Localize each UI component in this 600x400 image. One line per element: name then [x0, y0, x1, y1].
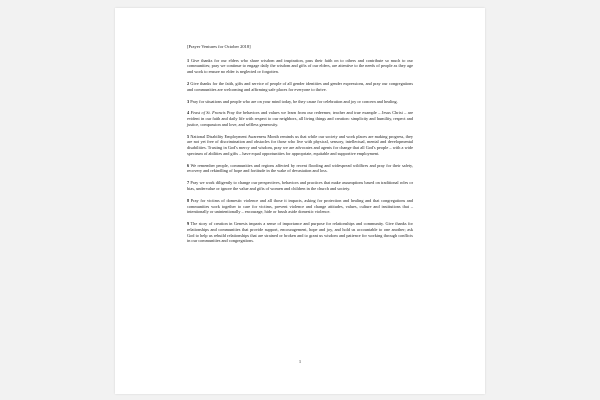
- item-number: 1: [187, 57, 190, 63]
- prayer-item: [187, 163, 413, 174]
- item-text: We remember people, communities and regions affected by recent flooding and widespread wildfires and pray for their safety, recovery and rekindling of hope and fortitude in the wake of devastation and loss.: [187, 162, 414, 174]
- item-text: Pray we work diligently to change our perspectives, behaviors and practices that make assumptions based on traditional roles or bias, undervalue or ignore the value and gifts of women and children in the church and society.: [187, 180, 413, 192]
- item-text: National Disability Employment Awareness Month reminds us that while our society and work places are making progress, they are not yet free of discrimination and obstacles for those who live with physical, sensory, intellectual, mental and developmental disabilities. Trusting in God's mercy and wisdom, pray we are advocates and agents for change that all God's people – with a wide spectrum of abilities and gifts – have equal opportunities for appropriate, equitable and supportive employment.: [187, 133, 414, 156]
- item-text: Pray for situations and people who are on your mind today, be they cause for celebration and joy or concern and healing.: [190, 98, 398, 104]
- prayer-item: [187, 134, 413, 157]
- item-text: Pray for victims of domestic violence and all those it impacts, asking for protection and healing and that congregations and communities work together to care for victims, prevent violence and change attitudes, values, culture and institutions that – intentionally or unintentionally – encourage, hide or brush aside domestic violence.: [187, 197, 413, 215]
- item-number: 7: [187, 180, 190, 186]
- prayer-item: [187, 110, 413, 127]
- document-body: [187, 44, 413, 250]
- item-number: 4: [187, 110, 190, 116]
- prayer-item: [187, 81, 413, 92]
- item-number: 2: [187, 81, 190, 86]
- item-number: 5: [187, 133, 190, 139]
- prayer-item: [187, 99, 413, 105]
- item-text: Give thanks for our elders who share wisdom and inspiration, pass their faith on to others and contribute so much to our communities; pray we continue to engage daily the wisdom and gifts of our elders, are attentive to the needs of people as they age and work to ensure no elder is neglected or forgotten.: [187, 57, 413, 75]
- document-title: [Prayer Ventures for October 2018]: [187, 44, 251, 49]
- page-number: 1: [298, 359, 302, 364]
- item-text: Pray the behaviors and values we learn from our redeemer, teacher and true example – Jesus Christ – are evident in our faith and daily life with respect to our neighbors, all living things and creation: simplicity and humility, respect and justice, compassion and love, and selfless generosity.: [187, 110, 413, 127]
- item-number: 8: [187, 197, 190, 203]
- item-number: 9: [187, 221, 190, 227]
- feast-label: Feast of St. Francis: [190, 110, 226, 116]
- item-text: Give thanks for the faith, gifts and service of people of all gender identities and gender expressions, and pray our congregations and communities are welcoming and affirming safe places for everyone to thrive.: [187, 81, 414, 92]
- prayer-item: [187, 221, 413, 244]
- prayer-item: [187, 180, 413, 191]
- prayer-item: [187, 58, 413, 75]
- item-number: 3: [187, 98, 190, 104]
- document-page: [115, 8, 485, 394]
- prayer-item: [187, 198, 413, 215]
- item-number: 6: [187, 162, 190, 168]
- item-text: The story of creation in Genesis imparts a sense of importance and purpose for relationships and community. Give thanks for relationships and communities that provide support, encouragement, hope and joy, and hold us accountable to one another; ask God to help us rebuild relationships that are strained or broken and to grant us wisdom and patience for working through conflicts in our communities and congregations.: [187, 221, 413, 244]
